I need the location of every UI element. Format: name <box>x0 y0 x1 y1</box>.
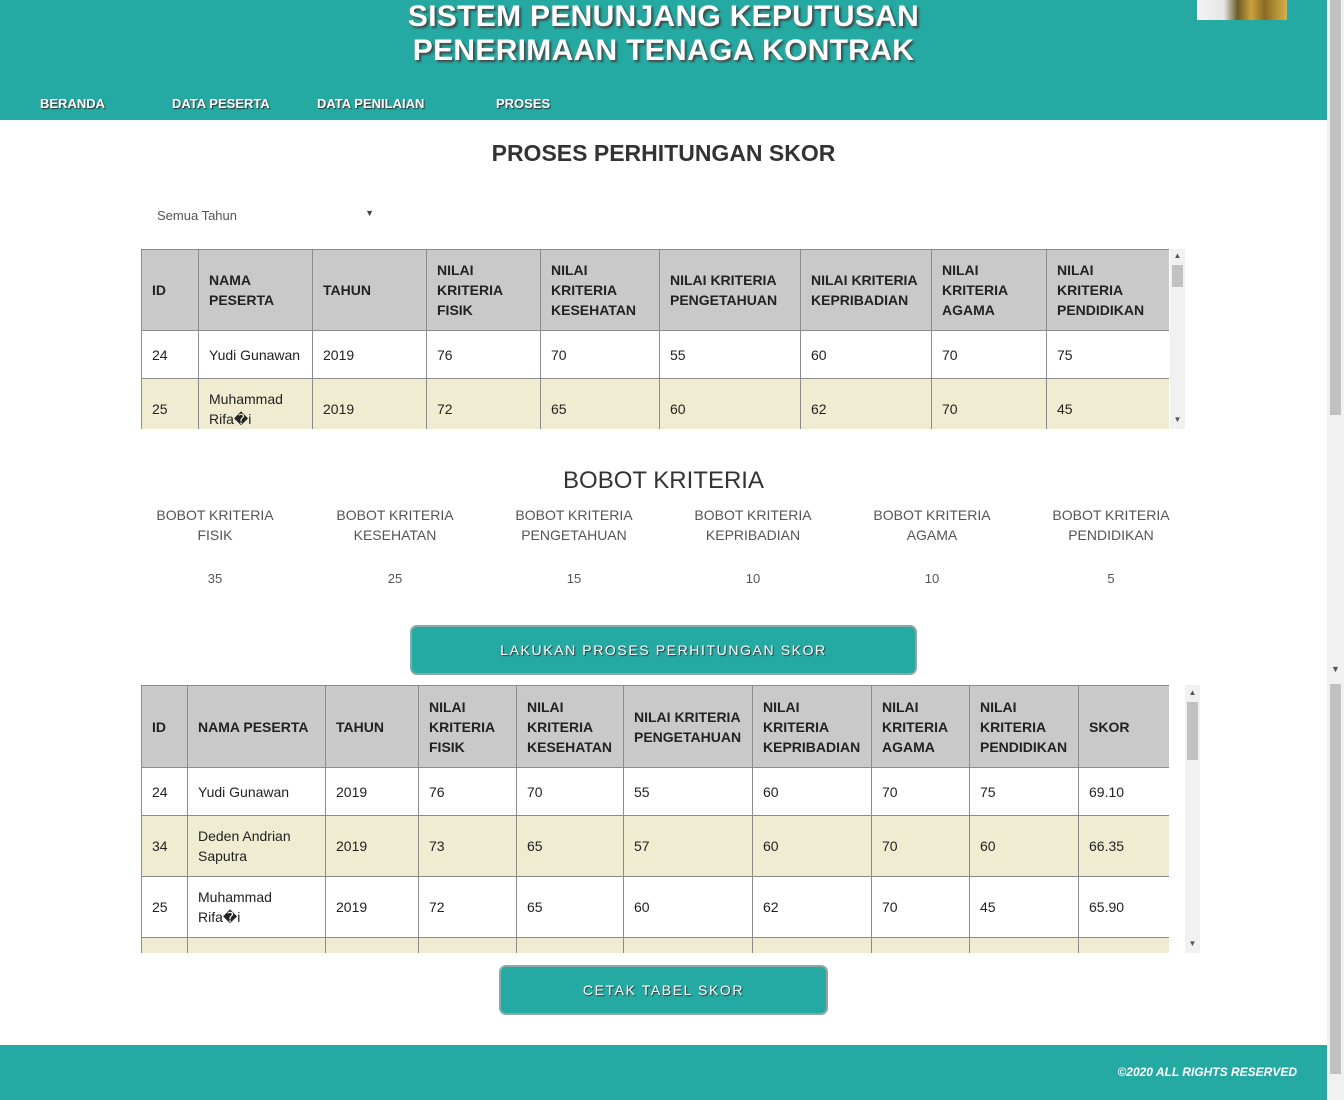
table-cell: 70 <box>541 331 660 379</box>
table-cell: 25 <box>142 379 199 430</box>
copyright-text: ©2020 ALL RIGHTS RESERVED <box>1117 1065 1297 1079</box>
bobot-label: BOBOT KRITERIA PENDIDIKAN <box>1052 507 1170 543</box>
column-header: NILAI KRITERIA KEPRIBADIAN <box>801 250 932 331</box>
table-cell: 62 <box>801 379 932 430</box>
scrollbar-thumb[interactable] <box>1187 702 1198 760</box>
table-cell: 70 <box>872 768 970 816</box>
table-cell: 70 <box>932 331 1047 379</box>
table-cell: 70 <box>517 768 624 816</box>
table-cell: 24 <box>142 331 199 379</box>
column-header: SKOR <box>1079 686 1170 768</box>
caret-down-icon: ▼ <box>365 208 374 218</box>
year-select[interactable] <box>150 204 380 226</box>
column-header: NILAI KRITERIA KEPRIBADIAN <box>753 686 872 768</box>
table-cell: 45 <box>970 877 1079 938</box>
table-cell: 24 <box>142 768 188 816</box>
page-title: PROSES PERHITUNGAN SKOR <box>491 140 836 166</box>
column-header: NILAI KRITERIA FISIK <box>427 250 541 331</box>
table-cell: 75 <box>1047 331 1170 379</box>
table-row <box>142 331 1170 379</box>
bobot-label: BOBOT KRITERIA FISIK <box>156 507 274 543</box>
table-header-row <box>142 686 1170 768</box>
table-row <box>142 379 1170 430</box>
scroll-down-icon[interactable]: ▼ <box>1173 415 1182 424</box>
bobot-item <box>499 505 649 589</box>
nilai-table <box>141 249 1169 429</box>
app-title-line2: PENERIMAAN TENAGA KONTRAK <box>412 34 915 67</box>
table-row <box>142 768 1170 816</box>
bobot-value: 10 <box>745 571 761 586</box>
table-cell: 69.10 <box>1079 768 1170 816</box>
column-header: TAHUN <box>313 250 427 331</box>
table-row <box>142 816 1170 877</box>
scrollbar-thumb[interactable] <box>1172 265 1183 287</box>
bobot-item <box>1036 505 1186 589</box>
column-header: NILAI KRITERIA AGAMA <box>932 250 1047 331</box>
table-cell: 2019 <box>313 379 427 430</box>
page-scrollbar[interactable] <box>1327 0 1344 1100</box>
column-header: ID <box>142 686 188 768</box>
table-cell: Deden Andrian Saputra <box>188 816 326 877</box>
nav-item-data-peserta[interactable]: DATA PESERTA <box>172 96 270 111</box>
column-header: NILAI KRITERIA PENGETAHUAN <box>660 250 801 331</box>
bobot-value: 35 <box>207 571 223 586</box>
table-cell: 2019 <box>313 331 427 379</box>
table-cell: 73 <box>419 816 517 877</box>
app-title <box>0 0 1327 68</box>
header-bar <box>0 0 1327 120</box>
table-cell: 60 <box>660 379 801 430</box>
skor-table-container <box>141 685 1169 953</box>
table-cell: 60 <box>753 816 872 877</box>
nav-item-proses[interactable]: PROSES <box>496 96 551 111</box>
nav-item-beranda[interactable]: BERANDA <box>40 96 105 111</box>
table-cell: 34 <box>142 816 188 877</box>
table-cell: 60 <box>970 816 1079 877</box>
column-header: ID <box>142 250 199 331</box>
bobot-value: 15 <box>566 571 582 586</box>
bobot-item <box>857 505 1007 589</box>
bobot-item <box>320 505 470 589</box>
table-cell: 76 <box>427 331 541 379</box>
column-header: NAMA PESERTA <box>188 686 326 768</box>
page-scrollbar-thumb-upper[interactable] <box>1330 0 1341 415</box>
column-header: NILAI KRITERIA FISIK <box>419 686 517 768</box>
table-cell: 72 <box>427 379 541 430</box>
bobot-item <box>140 505 290 589</box>
process-score-button[interactable]: LAKUKAN PROSES PERHITUNGAN SKOR <box>410 625 917 675</box>
bobot-label: BOBOT KRITERIA PENGETAHUAN <box>515 507 633 543</box>
table-cell: 70 <box>932 379 1047 430</box>
table-cell: 57 <box>624 816 753 877</box>
table-cell: 45 <box>1047 379 1170 430</box>
table-row <box>142 877 1170 938</box>
table-cell: 60 <box>624 877 753 938</box>
table-header-row <box>142 250 1170 331</box>
logo-image <box>1197 0 1287 20</box>
scroll-up-icon[interactable]: ▲ <box>1173 251 1182 260</box>
table-cell: 72 <box>419 877 517 938</box>
app-title-line1: SISTEM PENUNJANG KEPUTUSAN <box>407 0 920 33</box>
scroll-up-icon[interactable]: ▲ <box>1188 688 1197 697</box>
skor-table <box>141 685 1169 953</box>
table-cell: 70 <box>872 816 970 877</box>
column-header: NILAI KRITERIA KESEHATAN <box>517 686 624 768</box>
column-header: NILAI KRITERIA PENGETAHUAN <box>624 686 753 768</box>
column-header: TAHUN <box>326 686 419 768</box>
nilai-table-scrollbar[interactable] <box>1170 249 1185 429</box>
table-cell: 25 <box>142 877 188 938</box>
table-cell: 2019 <box>326 768 419 816</box>
table-cell: Muhammad Rifa�i <box>188 877 326 938</box>
bobot-title: BOBOT KRITERIA <box>563 467 764 494</box>
table-cell: 65 <box>517 877 624 938</box>
footer-bar <box>0 1045 1327 1100</box>
bobot-label: BOBOT KRITERIA KEPRIBADIAN <box>694 507 812 543</box>
table-cell: 60 <box>801 331 932 379</box>
table-cell: 2019 <box>326 877 419 938</box>
year-select-value: Semua Tahun <box>157 208 237 223</box>
column-header: NILAI KRITERIA AGAMA <box>872 686 970 768</box>
column-header: NAMA PESERTA <box>199 250 313 331</box>
page-scrollbar-thumb-lower[interactable] <box>1330 684 1341 1074</box>
column-header: NILAI KRITERIA PENDIDIKAN <box>1047 250 1170 331</box>
scroll-down-icon[interactable]: ▼ <box>1188 939 1197 948</box>
column-header: NILAI KRITERIA KESEHATAN <box>541 250 660 331</box>
bobot-label: BOBOT KRITERIA KESEHATAN <box>336 507 454 543</box>
table-cell: 76 <box>419 768 517 816</box>
table-cell: 55 <box>624 768 753 816</box>
table-cell: 55 <box>660 331 801 379</box>
scroll-down-icon[interactable]: ▼ <box>1331 664 1340 674</box>
bobot-item <box>678 505 828 589</box>
nav-item-data-penilaian[interactable]: DATA PENILAIAN <box>317 96 425 111</box>
nilai-table-container <box>141 249 1169 429</box>
skor-table-scrollbar[interactable] <box>1185 685 1200 953</box>
table-cell: 2019 <box>326 816 419 877</box>
table-cell: 70 <box>872 877 970 938</box>
table-row <box>142 938 1170 954</box>
bobot-value: 5 <box>1107 571 1115 586</box>
table-cell: 60 <box>753 768 872 816</box>
table-cell: 65 <box>541 379 660 430</box>
table-cell: Yudi Gunawan <box>199 331 313 379</box>
bobot-value: 10 <box>924 571 940 586</box>
column-header: NILAI KRITERIA PENDIDIKAN <box>970 686 1079 768</box>
print-score-table-button[interactable]: CETAK TABEL SKOR <box>499 965 828 1015</box>
bobot-label: BOBOT KRITERIA AGAMA <box>873 507 991 543</box>
table-cell: 65.90 <box>1079 877 1170 938</box>
table-cell: 62 <box>753 877 872 938</box>
table-cell: 66.35 <box>1079 816 1170 877</box>
table-cell: 65 <box>517 816 624 877</box>
bobot-value: 25 <box>387 571 403 586</box>
table-cell: 75 <box>970 768 1079 816</box>
table-cell: Muhammad Rifa�i <box>199 379 313 430</box>
table-cell: Yudi Gunawan <box>188 768 326 816</box>
